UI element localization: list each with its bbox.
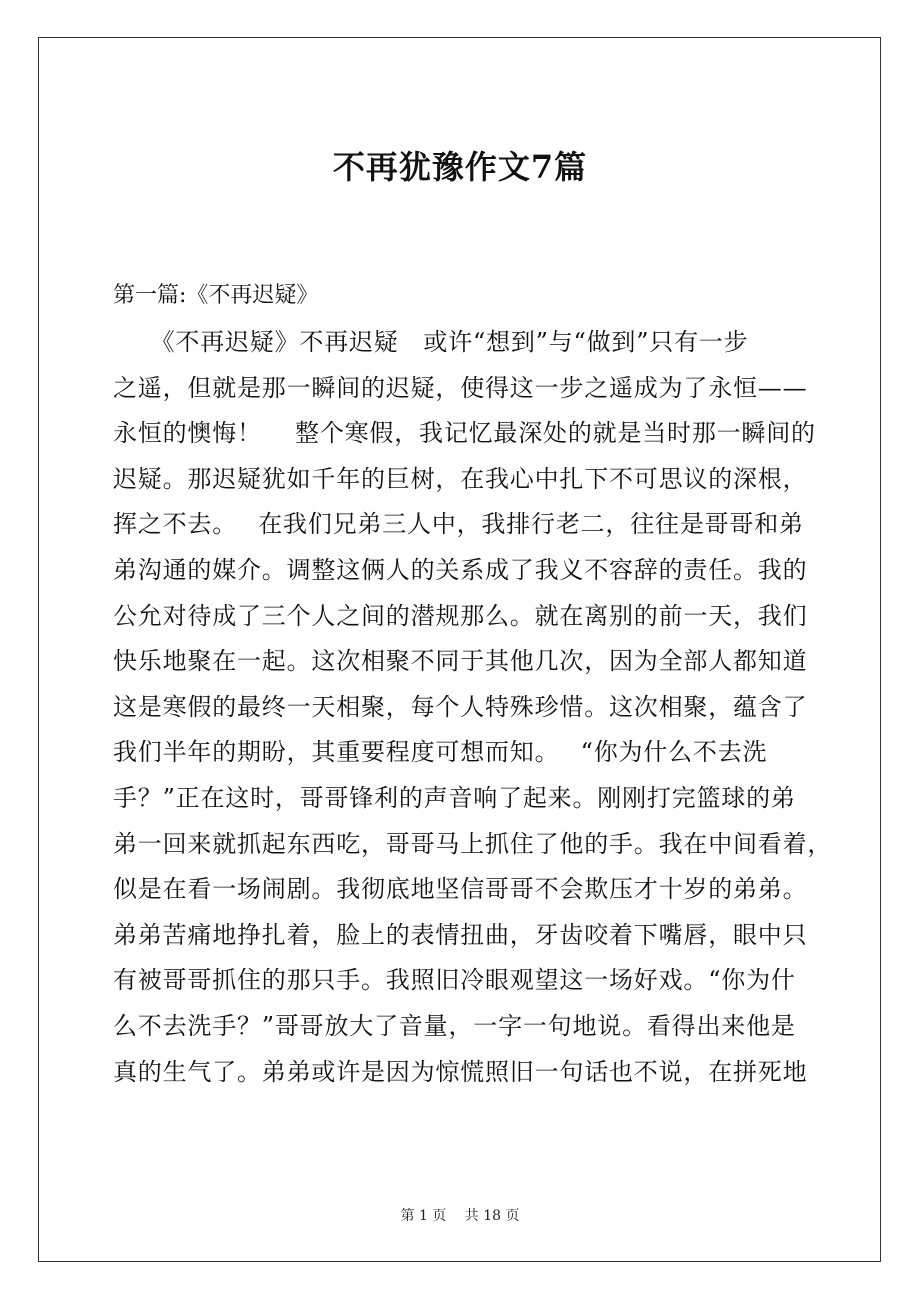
body-line: 这是寒假的最终一天相聚，每个人特殊珍惜。这次相聚，蕴含了 <box>113 692 808 721</box>
body-line: 弟弟苦痛地挣扎着，脸上的表情扭曲，牙齿咬着下嘴唇，眼中只 <box>113 920 808 949</box>
page-footer <box>0 1206 920 1226</box>
body-line: 公允对待成了三个人之间的潜规那么。就在离别的前一天，我们 <box>113 601 808 630</box>
body-line: 迟疑。那迟疑犹如千年的巨树，在我心中扎下不可思议的深根， <box>113 464 808 493</box>
body-line: 似是在看一场闹剧。我彻底地坚信哥哥不会欺压才十岁的弟弟。 <box>113 875 808 904</box>
body-line: 么不去洗手？”哥哥放大了音量，一字一句地说。看得出来他是 <box>113 1011 796 1040</box>
body-line: 真的生气了。弟弟或许是因为惊慌照旧一句话也不说，在拼死地 <box>113 1057 808 1086</box>
document-body <box>113 320 833 1095</box>
body-line: 《不再迟疑》不再迟疑 或许“想到”与“做到”只有一步 <box>113 328 749 356</box>
body-line: 弟一回来就抓起东西吃，哥哥马上抓住了他的手。我在中间看着， <box>113 829 833 858</box>
body-line: 我们半年的期盼，其重要程度可想而知。 “你为什么不去洗 <box>113 738 768 767</box>
body-line: 弟沟通的媒介。调整这俩人的关系成了我义不容辞的责任。我的 <box>113 555 808 584</box>
body-line: 永恒的懊悔！ 整个寒假，我记忆最深处的就是当时那一瞬间的 <box>113 419 816 448</box>
page-total: 共 18 页 <box>464 1208 520 1224</box>
page-number: 第 1 页 <box>400 1208 447 1224</box>
document-title: 不再犹豫作文7篇 <box>332 148 588 186</box>
body-line: 手？”正在这时，哥哥锋利的声音响了起来。刚刚打完篮球的弟 <box>113 783 796 812</box>
body-line: 有被哥哥抓住的那只手。我照旧冷眼观望这一场好戏。“你为什 <box>113 966 796 995</box>
body-line: 之遥，但就是那一瞬间的迟疑，使得这一步之遥成为了永恒—— <box>113 373 808 402</box>
body-line: 快乐地聚在一起。这次相聚不同于其他几次，因为全部人都知道 <box>113 647 808 676</box>
body-line: 挥之不去。 在我们兄弟三人中，我排行老二，往往是哥哥和弟 <box>113 510 804 539</box>
section-heading: 第一篇:《不再迟疑》 <box>113 283 319 308</box>
